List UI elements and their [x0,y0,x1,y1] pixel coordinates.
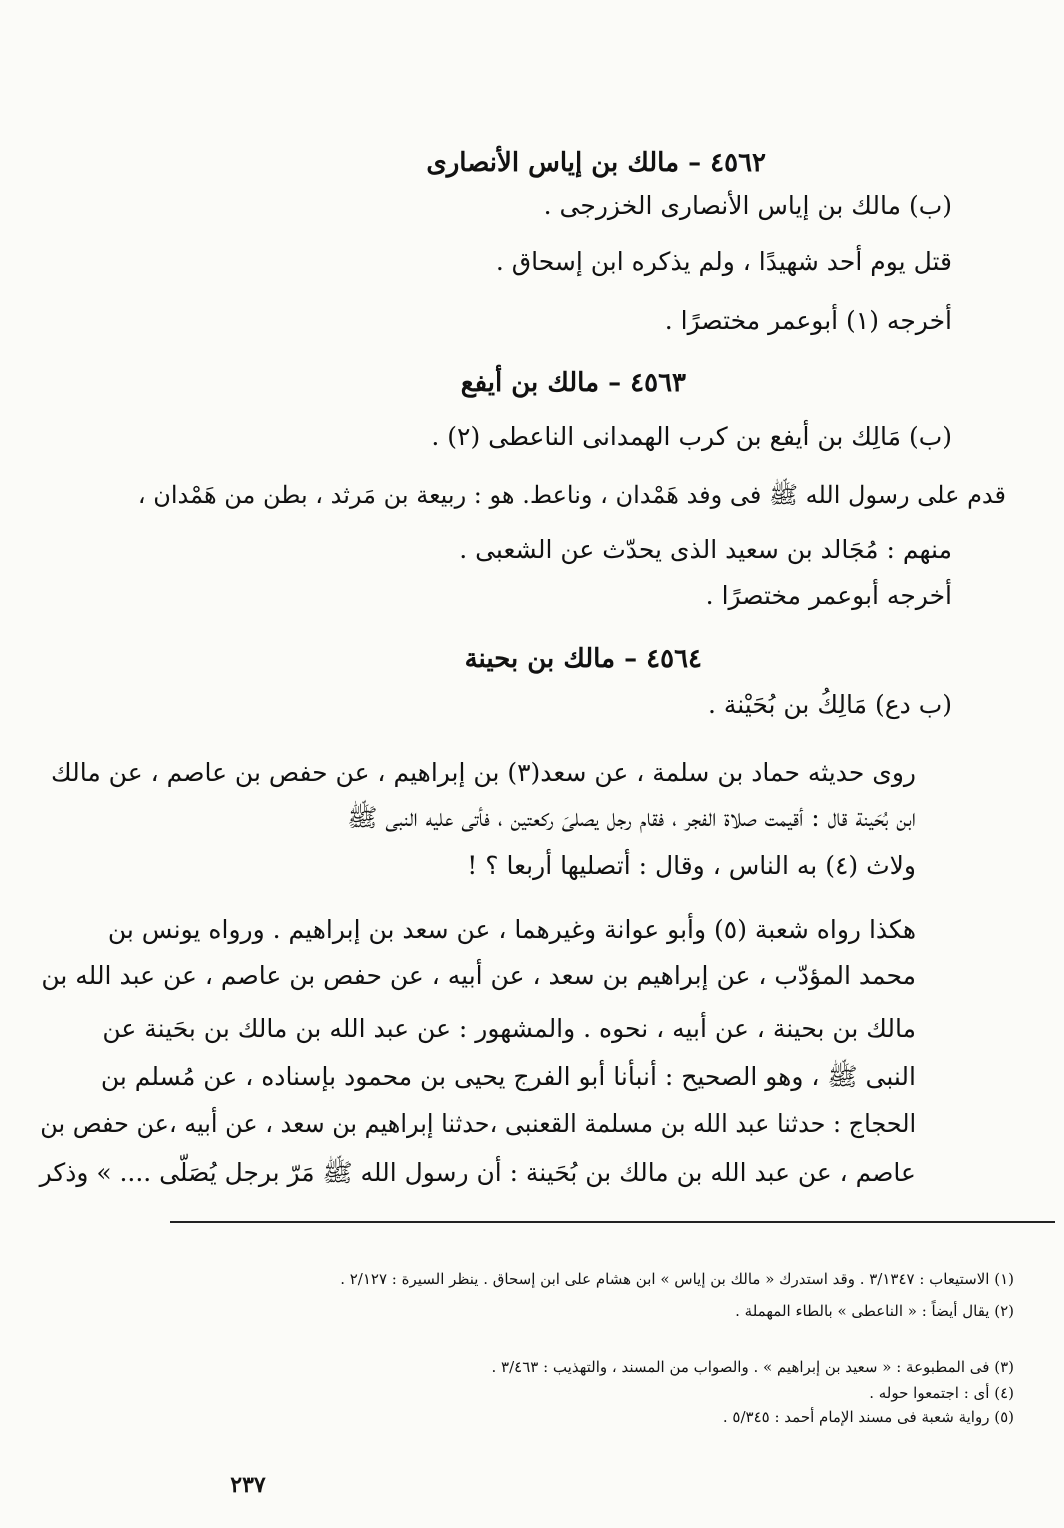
entry-line: محمد المؤدّب ، عن إبراهيم بن سعد ، عن أبيه ، عن حفص بن عاصم ، عن عبد الله بن [41,961,916,990]
footnote-divider [170,1221,1055,1223]
entry-line: مالك بن بحينة ، عن أبيه ، نحوه . والمشهور : عن عبد الله بن مالك بن بحَينة عن [102,1014,916,1043]
entry-heading: ٤٥٦٤ – مالك بن بحينة [464,644,702,674]
page-number: ٢٣٧ [230,1472,266,1498]
entry-line: ولاث (٤) به الناس ، وقال : أتصليها أربعا ؟ ! [467,851,916,880]
entry-line: قتل يوم أحد شهيدًا ، ولم يذكره ابن إسحاق . [495,247,952,276]
entry-line: منهم : مُجَالد بن سعيد الذى يحدّث عن الشعبى . [459,535,952,564]
entry-line: الحجاج : حدثنا عبد الله بن مسلمة القعنبى ،حدثنا إبراهيم بن سعد ، عن أبيه ،عن حفص بن [40,1109,916,1138]
footnote: (١) الاستيعاب : ٣/١٣٤٧ . وقد استدرك « مالك بن إياس » ابن هشام على ابن إسحاق . ينظر السيرة : ٢/١٢٧ . [340,1270,1014,1288]
footnote: (٣) فى المطبوعة : « سعيد بن إبراهيم » . والصواب من المسند ، والتهذيب : ٣/٤٦٣ . [491,1358,1014,1376]
entry-line: ابن بُحَينة قال : أقيمت صلاة الفجر ، فقام رجل يصلىَ ركعتين ، فأتى عليه النبى ﷺ [347,803,916,832]
entry-line: أخرجه أبوعمر مختصرًا . [705,581,952,610]
entry-line: (ب) مالك بن إياس الأنصارى الخزرجى . [543,191,952,220]
footnote: (٥) رواية شعبة فى مسند الإمام أحمد : ٥/٣٤٥ . [722,1408,1014,1426]
footnote: (٤) أى : اجتمعوا حوله . [869,1384,1014,1402]
footnote: (٢) يقال أيضاً : « الناعطى » بالطاء المهملة . [735,1302,1014,1320]
entry-line: عاصم ، عن عبد الله بن مالك بن بُحَينة : أن رسول الله ﷺ مَرّ برجل يُصَلّى .... » وذكر [39,1158,916,1187]
entry-line: هكذا رواه شعبة (٥) وأبو عوانة وغيرهما ، عن سعد بن إبراهيم . ورواه يونس بن [107,915,916,944]
entry-line: روى حديثه حماد بن سلمة ، عن سعد(٣) بن إبراهيم ، عن حفص بن عاصم ، عن مالك [51,758,916,787]
entry-line: النبى ﷺ ، وهو الصحيح : أنبأنا أبو الفرج يحيى بن محمود بإسناده ، عن مُسلم بن [100,1062,916,1091]
entry-line: قدم على رسول الله ﷺ فى وفد هَمْدان ، وناعط. هو : ربيعة بن مَرثد ، بطن من هَمْدان ، [137,481,1006,509]
entry-line: (ب) مَالِك بن أيفع بن كرب الهمدانى الناعطى (٢) . [431,422,952,451]
entry-line: (ب دع) مَالِكُ بن بُحَيْنة . [707,690,952,719]
entry-line: أخرجه (١) أبوعمر مختصرًا . [664,306,952,335]
entry-heading: ٤٥٦٢ – مالك بن إياس الأنصارى [426,148,766,178]
entry-heading: ٤٥٦٣ – مالك بن أيفع [460,368,686,398]
